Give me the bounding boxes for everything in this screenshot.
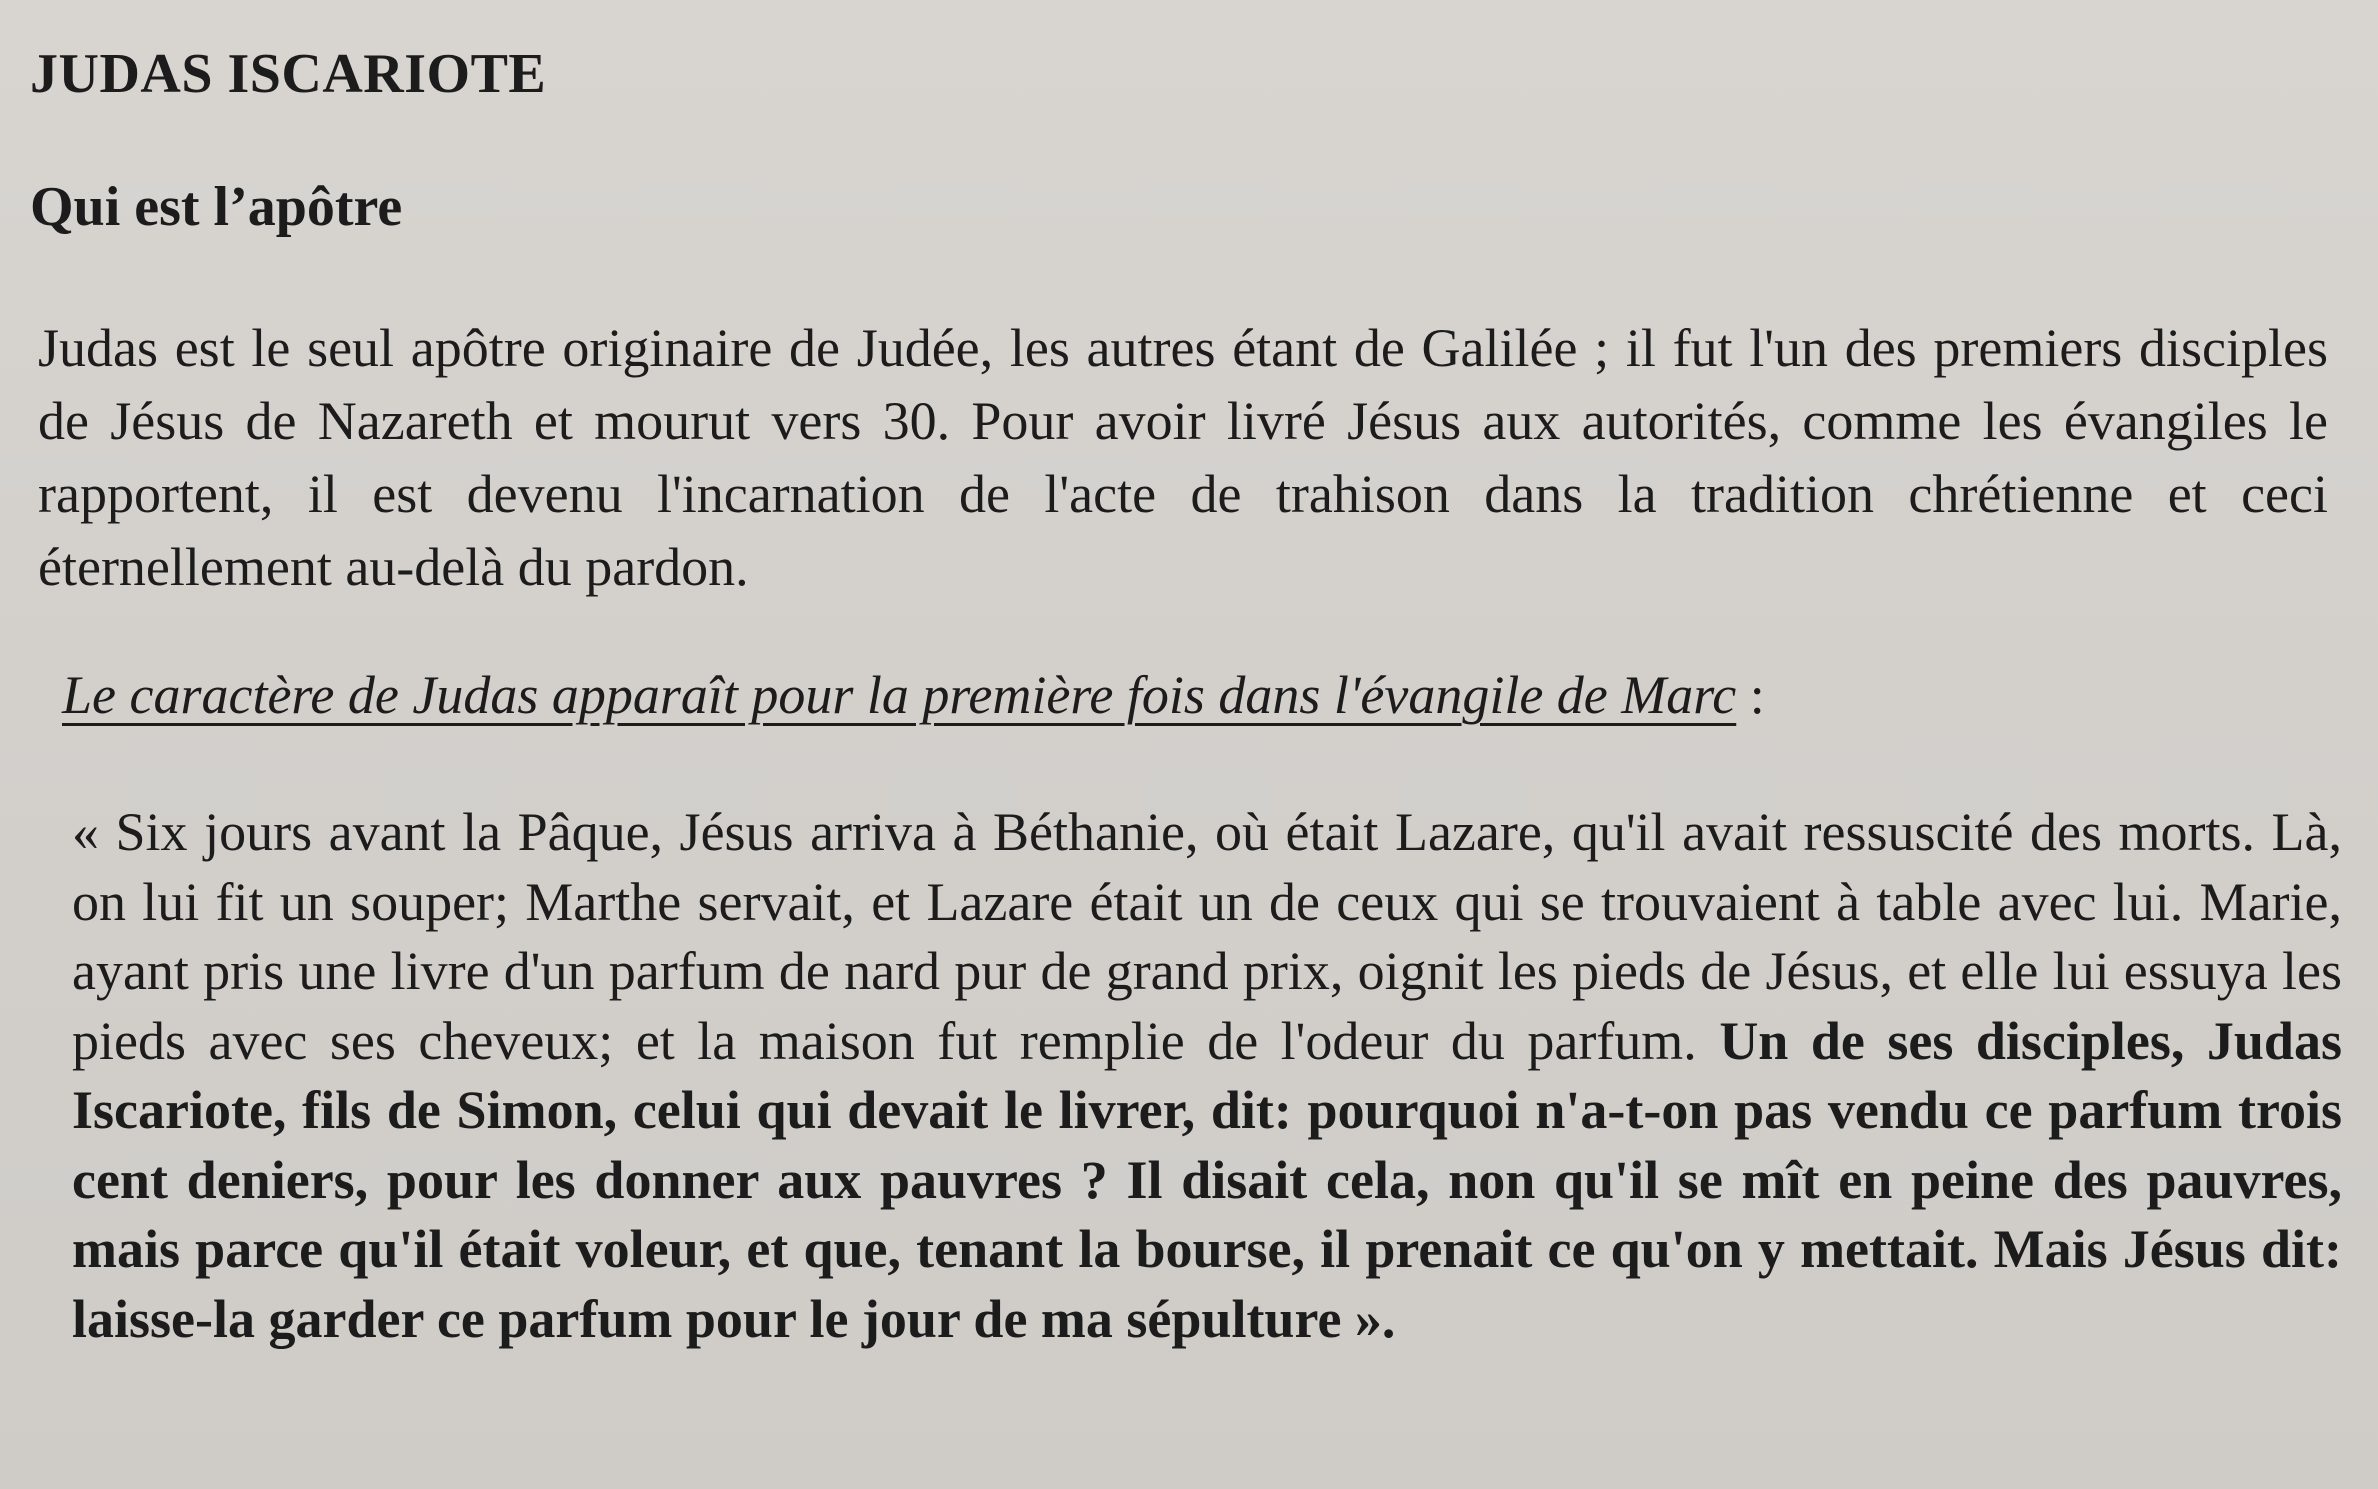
document-title: JUDAS ISCARIOTE [30, 43, 547, 105]
intro-paragraph: Judas est le seul apôtre originaire de Judée, les autres étant de Galilée ; il fut l'un des premiers disciples de Jésus de Nazareth et mourut vers 30. Pour avoir livré Jésus aux autorités, comme les évangiles le rapportent, il est devenu l'incarnation de l'acte de trahison dans la tradition chrétienne et ceci éternellement au-delà du pardon. [38, 318, 2328, 597]
marc-intro-underlined-text: Le caractère de Judas apparaît pour la première fois dans l'évangile de Marc [62, 665, 1737, 725]
quote-bold-text: Un de ses disciples, Judas Iscariote, fils de Simon, celui qui devait le livrer, dit: pourquoi n'a-t-on pas vendu ce parfum trois cent deniers, pour les donner aux pauvres ? Il disait cela, non qu'il se mît en peine des pauvres, mais parce qu'il était voleur, et que, tenant la bourse, il prenait ce qu'on y mettait. Mais Jésus dit: laisse-la garder ce parfum pour le jour de ma sépulture ». [72, 1010, 2342, 1349]
marc-intro-line [62, 664, 1765, 726]
marc-intro-suffix: : [1736, 665, 1765, 725]
section-heading: Qui est l’apôtre [30, 176, 403, 238]
gospel-quote [72, 798, 2342, 1354]
quote-regular-text: « Six jours avant la Pâque, Jésus arriva à Béthanie, où était Lazare, qu'il avait ressuscité des morts. Là, on lui fit un souper; Marthe servait, et Lazare était un de ceux qui se trouvaient à table avec lui. Marie, ayant pris une livre d'un parfum de nard pur de grand prix, oignit les pieds de Jésus, et elle lui essuya les pieds avec ses cheveux; et la maison fut remplie de l'odeur du parfum. [72, 802, 2342, 1071]
